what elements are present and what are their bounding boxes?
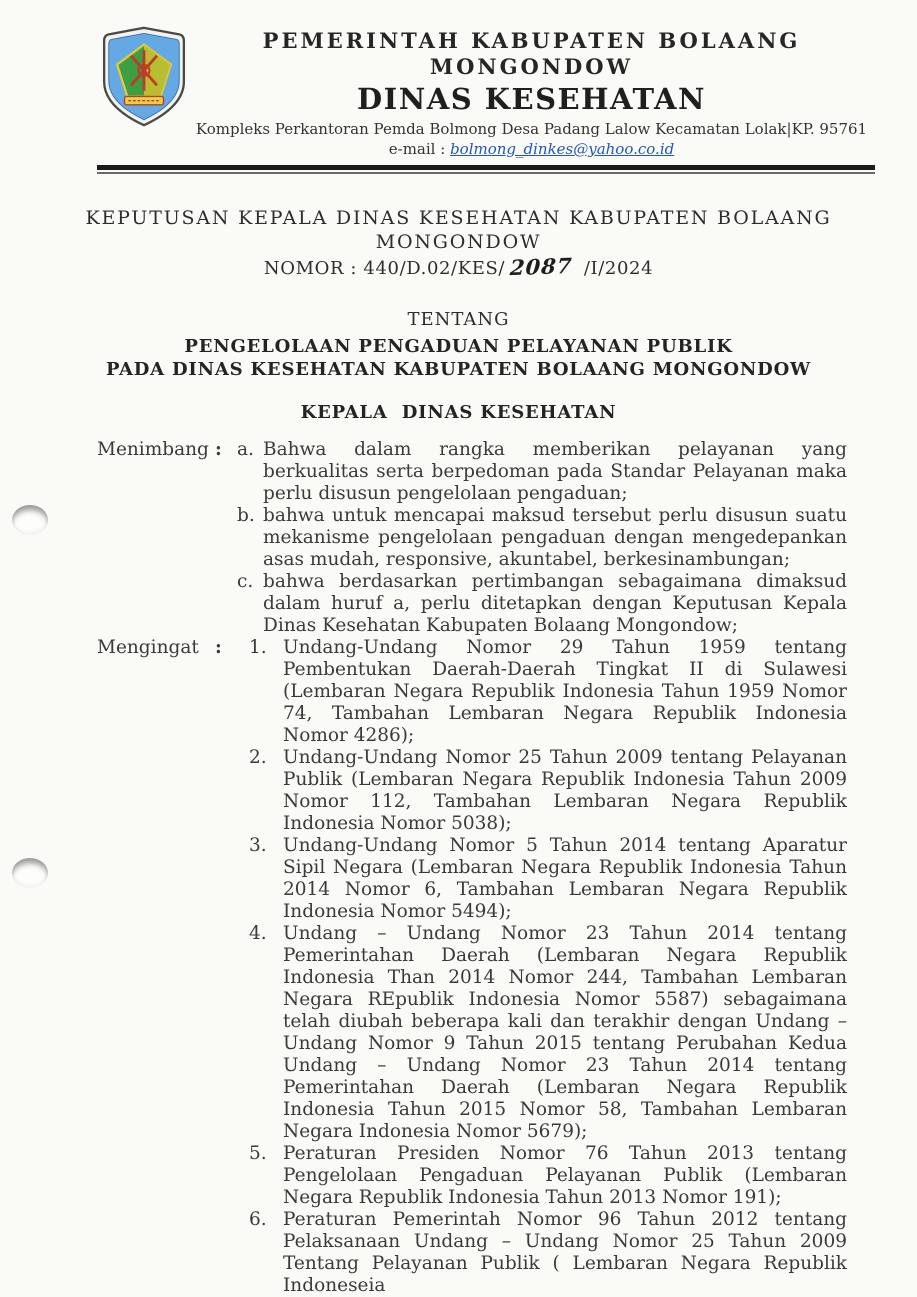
office-address: Kompleks Perkantoran Pemda Bolmong Desa Padang Lalow Kecamatan Lolak|KP. 95761: [195, 120, 868, 138]
list-item: [249, 747, 847, 835]
menimbang-section: [97, 439, 847, 637]
item-text: bahwa untuk mencapai maksud tersebut perlu disusun suatu mekanisme pengelolaan pengaduan dengan mengedepankan asas mudah, responsive, akuntabel, berkesinambungan;: [263, 505, 847, 570]
item-text: Undang – Undang Nomor 23 Tahun 2014 tentang Pemerintahan Daerah (Lembaran Negara Republik Indonesia Than 2014 Nomor 244, Tambahan Lembaran Negara REpublik Indonesia Nomor 5587) sebagaimana telah diubah beberapa kali dan terakhir dengan Undang – Undang Nomor 9 Tahun 2015 tentang Perubahan Kedua Undang – Undang Nomor 23 Tahun 2014 tentang Pemerintahan Daerah (Lembaran Negara Republik Indonesia Tahun 2015 Nomor 58, Tambahan Lembaran Negara Indonesia Nomor 5679);: [283, 923, 847, 1142]
list-item: [249, 835, 847, 923]
shield-crest-icon: [97, 26, 191, 128]
item-marker: 1.: [249, 637, 267, 658]
list-item: [249, 1209, 847, 1297]
item-marker: b.: [237, 505, 255, 526]
decree-clauses: [97, 439, 847, 1297]
item-marker: 3.: [249, 835, 267, 856]
item-text: Undang-Undang Nomor 29 Tahun 1959 tentang Pembentukan Daerah-Daerah Tingkat II di Sulawesi (Lembaran Negara Republik Indonesia Tahun 1959 Nomor 74, Tambahan Lembaran Negara Republik Indonesia Nomor 4286);: [283, 637, 847, 746]
letterhead: [0, 0, 917, 159]
handwritten-number: 2087: [509, 252, 574, 281]
email-label: e-mail :: [388, 140, 451, 158]
item-text: bahwa berdasarkan pertimbangan sebagaimana dimaksud dalam huruf a, perlu ditetapkan dengan Keputusan Kepala Dinas Kesehatan Kabupaten Bolaang Mongondow;: [263, 571, 847, 636]
email-link[interactable]: bolmong_dinkes@yahoo.co.id: [450, 140, 675, 158]
list-item: [237, 505, 847, 571]
item-marker: a.: [237, 439, 254, 460]
item-marker: 2.: [249, 747, 267, 768]
menimbang-colon: :: [215, 439, 222, 460]
decree-subject-line2: PADA DINAS KESEHATAN KABUPATEN BOLAANG MONGONDOW: [105, 359, 812, 380]
item-text: Undang-Undang Nomor 5 Tahun 2014 tentang Aparatur Sipil Negara (Lembaran Negara Republik Indonesia Tahun 2014 Nomor 6, Tambahan Lembaran Negara Republik Indonesia Nomor 5494);: [283, 835, 847, 922]
decree-number-prefix: NOMOR : 440/D.02/KES/: [263, 258, 506, 279]
tentang-label: TENTANG: [407, 309, 510, 330]
item-marker: 4.: [249, 923, 267, 944]
mengingat-label: Mengingat: [97, 637, 199, 658]
menimbang-items: [237, 439, 847, 637]
decree-title-block: [0, 206, 917, 425]
item-text: Peraturan Pemerintah Nomor 96 Tahun 2012 tentang Pelaksanaan Undang – Undang Nomor 25 Tahun 2009 Tentang Pelayanan Publik ( Lembaran Negara Republik Indoneseia: [283, 1209, 847, 1296]
government-name: PEMERINTAH KABUPATEN BOLAANG MONGONDOW: [262, 28, 801, 79]
agency-name: DINAS KESEHATAN: [357, 82, 706, 116]
letterhead-divider: [97, 165, 875, 174]
letterhead-text: [191, 26, 872, 159]
list-item: [249, 637, 847, 747]
regency-crest-logo: [97, 26, 191, 128]
punch-hole-artifact: [12, 858, 48, 888]
decree-subject-line1: PENGELOLAAN PENGADUAN PELAYANAN PUBLIK: [184, 336, 733, 357]
item-text: Bahwa dalam rangka memberikan pelayanan yang berkualitas serta berpedoman pada Standar Pelayanan maka perlu disusun pengelolaan pengaduan;: [263, 439, 847, 504]
item-text: Peraturan Presiden Nomor 76 Tahun 2013 tentang Pengelolaan Pengaduan Pelayanan Publik (Lembaran Negara Republik Indonesia Tahun 2013 Nomor 191);: [283, 1143, 847, 1208]
punch-hole-artifact: [12, 505, 48, 535]
item-marker: c.: [237, 571, 254, 592]
mengingat-items: [237, 637, 847, 1297]
issuing-official: KEPALA DINAS KESEHATAN: [300, 402, 617, 423]
email-line: [191, 139, 872, 159]
list-item: [237, 571, 847, 637]
decree-number: [0, 254, 917, 282]
list-item: [249, 1143, 847, 1209]
item-text: Undang-Undang Nomor 25 Tahun 2009 tentang Pelayanan Publik (Lembaran Negara Republik Indonesia Tahun 2009 Nomor 112, Tambahan Lembaran Negara Republik Indonesia Nomor 5038);: [283, 747, 847, 834]
list-item: [249, 923, 847, 1143]
decree-title: KEPUTUSAN KEPALA DINAS KESEHATAN KABUPATEN BOLAANG MONGONDOW: [85, 207, 832, 253]
item-marker: 6.: [249, 1209, 267, 1230]
mengingat-section: [97, 637, 847, 1297]
menimbang-label: Menimbang: [97, 439, 209, 460]
mengingat-colon: :: [215, 637, 222, 658]
decree-number-suffix: /I/2024: [577, 258, 654, 279]
item-marker: 5.: [249, 1143, 267, 1164]
list-item: [237, 439, 847, 505]
